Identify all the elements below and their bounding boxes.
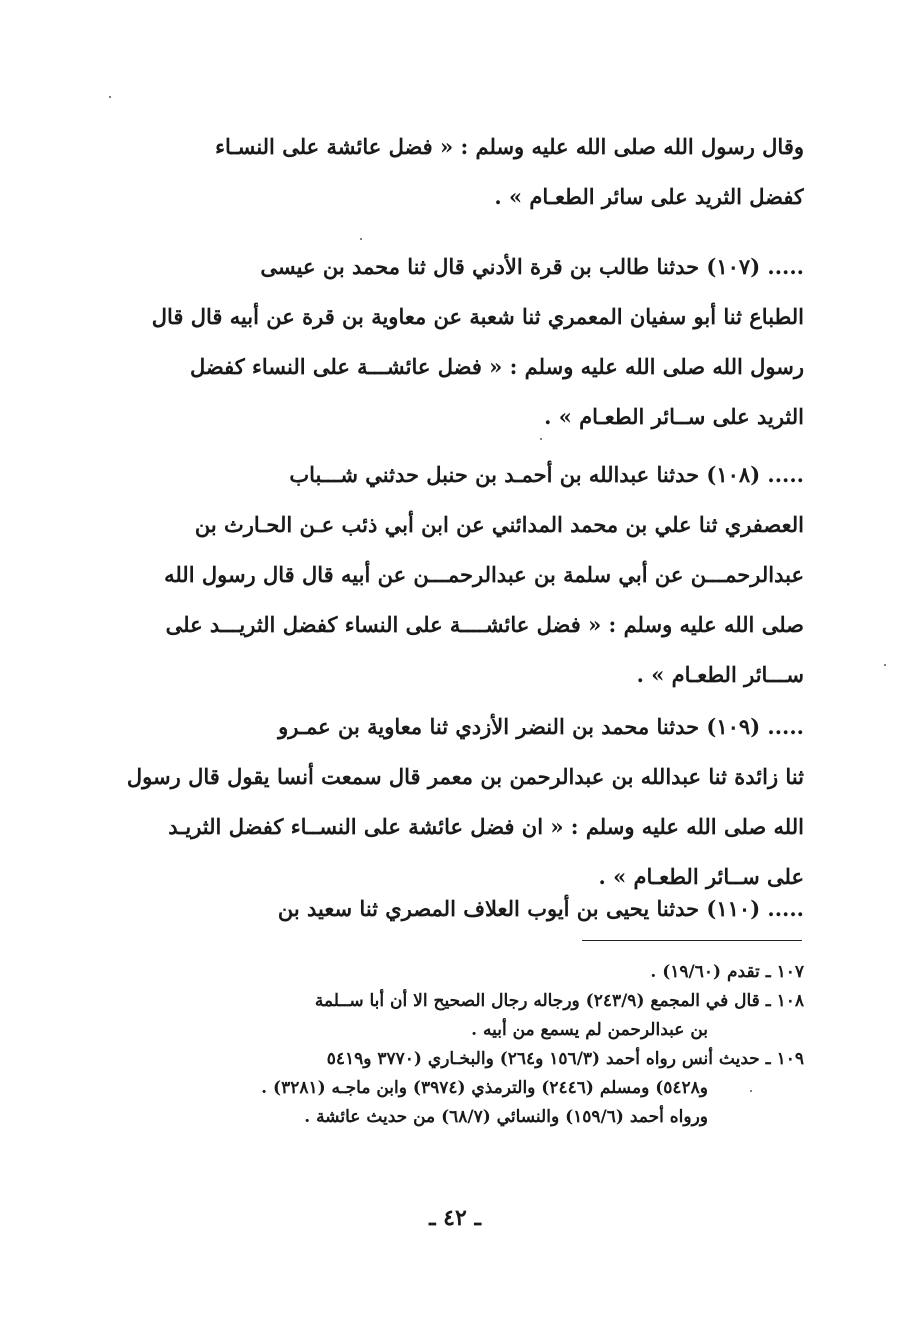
text-line: الله صلى الله عليه وسلم : « ان فضل عائشة على النســاء كفضل الثريـد bbox=[168, 814, 804, 839]
scan-speck bbox=[360, 238, 362, 240]
text-line: الطباع ثنا أبو سفيان المعمري ثنا شعبة عن معاوية بن قرة عن أبيه قال قال bbox=[151, 304, 804, 329]
text-line: عبدالرحمـــن عن أبي سلمة بن عبدالرحمـــن عن أبيه قال قال رسول الله bbox=[164, 562, 804, 587]
paragraph-intro bbox=[108, 122, 804, 222]
footnote-107: ١٠٧ ـ تقدم (١٩/٦٠) . bbox=[650, 962, 804, 982]
page-number: ـ ٤٢ ـ bbox=[429, 1205, 481, 1231]
text-line: ..... (١١٠) حدثنا يحيى بن أيوب العلاف المصري ثنا سعيد بن bbox=[277, 896, 804, 921]
text-line: ســـائر الطعـام » . bbox=[636, 662, 804, 687]
footnote-108-continuation: بن عبدالرحمن لم يسمع من أبيه . bbox=[471, 1020, 708, 1040]
footnote-divider bbox=[582, 940, 802, 941]
text-line: وقال رسول الله صلى الله عليه وسلم : « فضل عائشة على النسـاء bbox=[215, 134, 804, 159]
scan-speck bbox=[109, 96, 111, 98]
paragraph-hadith-108 bbox=[108, 450, 804, 700]
text-line: رسول الله صلى الله عليه وسلم : « فضل عائشـــة على النساء كفضل bbox=[189, 354, 804, 379]
text-line: ..... (١٠٧) حدثنا طالب بن قرة الأدني قال ثنا محمد بن عيسى bbox=[260, 254, 804, 279]
text-line: ..... (١٠٩) حدثنا محمد بن النضر الأزدي ثنا معاوية بن عمـرو bbox=[278, 714, 804, 739]
text-line: ثنا زائدة ثنا عبدالله بن عبدالرحمن بن معمر قال سمعت أنسا يقول قال رسول bbox=[126, 764, 804, 789]
footnote-108: ١٠٨ ـ قال في المجمع (٢٤٣/٩) ورجاله رجال الصحيح الا أن أبا ســلمة bbox=[314, 991, 804, 1011]
text-line: صلى الله عليه وسلم : « فضل عائشــــة على النساء كفضل الثريـــد على bbox=[165, 612, 804, 637]
footnote-109: ١٠٩ ـ حديث أنس رواه أحمد (١٥٦/٣ و٢٦٤) والبخـاري (٣٧٧٠ و٥٤١٩ bbox=[326, 1049, 804, 1069]
text-line: العصفري ثنا علي بن محمد المدائني عن ابن أبي ذئب عـن الحـارث بن bbox=[194, 512, 804, 537]
text-line: ..... (١٠٨) حدثنا عبدالله بن أحمـد بن حنبل حدثني شـــباب bbox=[289, 462, 804, 487]
paragraph-hadith-110 bbox=[108, 884, 804, 934]
footnote-109-continuation: ورواه أحمد (١٥٩/٦) والنسائي (٦٨/٧) من حديث عائشة . bbox=[304, 1107, 708, 1127]
footnotes bbox=[108, 958, 804, 1132]
footnote-109-continuation: و٥٤٢٨) ومسلم (٢٤٤٦) والترمذي (٣٩٧٤) وابن ماجـه (٣٢٨١) . bbox=[261, 1078, 708, 1098]
scan-speck bbox=[750, 1090, 752, 1092]
text-line: على ســائر الطعـام » . bbox=[598, 864, 804, 889]
paragraph-hadith-107 bbox=[108, 242, 804, 442]
text-line: كفضل الثريد على سائر الطعـام » . bbox=[494, 184, 804, 209]
text-line: الثريد على ســائر الطعـام » . bbox=[544, 404, 804, 429]
paragraph-hadith-109 bbox=[108, 702, 804, 902]
scan-speck bbox=[884, 664, 886, 666]
scan-speck bbox=[540, 438, 542, 440]
